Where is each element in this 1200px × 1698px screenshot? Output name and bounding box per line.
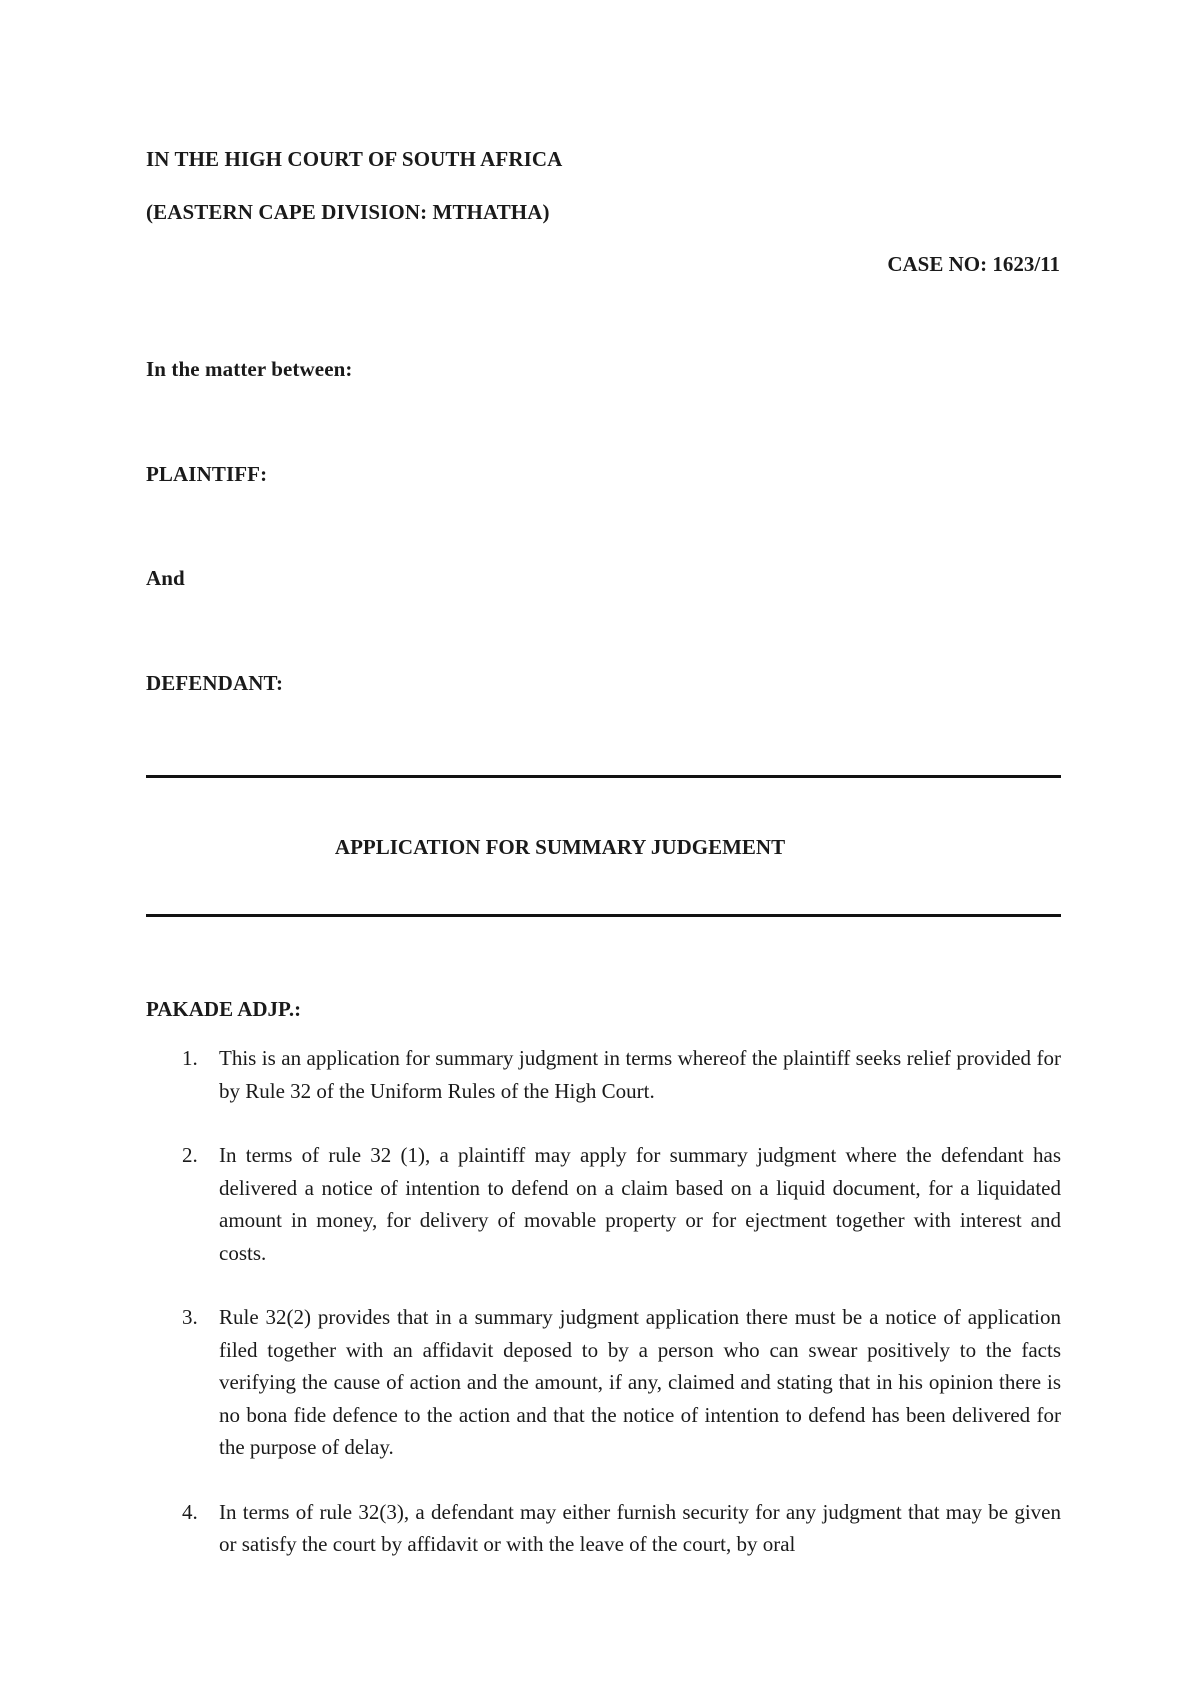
paragraph-number: 4. <box>182 1499 198 1524</box>
paragraph <box>146 1301 1061 1464</box>
matter-intro: In the matter between: <box>146 357 353 381</box>
top-divider <box>146 775 1061 778</box>
document-title: APPLICATION FOR SUMMARY JUDGEMENT <box>334 835 786 859</box>
and-label: And <box>146 566 185 590</box>
judge-name: PAKADE ADJP.: <box>146 997 302 1021</box>
plaintiff-label: PLAINTIFF: <box>146 462 268 486</box>
bottom-divider <box>146 914 1061 917</box>
case-number: CASE NO: 1623/11 <box>887 252 1060 276</box>
court-heading: IN THE HIGH COURT OF SOUTH AFRICA <box>146 147 563 171</box>
defendant-label: DEFENDANT: <box>146 671 284 695</box>
paragraph-list <box>146 1042 1061 1593</box>
paragraph-text: In terms of rule 32 (1), a plaintiff may apply for summary judgment where the defendant has delivered a notice of intention to defend on a claim based on a liquid document, for a liquidated amount in money, for delivery of movable property or for ejectment together with interest and costs. <box>219 1143 1061 1265</box>
paragraph-text: In terms of rule 32(3), a defendant may either furnish security for any judgment that may be given or satisfy the court by affidavit or with the leave of the court, by oral <box>219 1499 1061 1556</box>
paragraph-text: Rule 32(2) provides that in a summary judgment application there must be a notice of application filed together with an affidavit deposed to by a person who can swear positively to the facts verifying the cause of action and the amount, if any, claimed and stating that in his opinion there is no bona fide defence to the action and that the notice of intention to defend has been delivered for the purpose of delay. <box>219 1305 1061 1459</box>
paragraph <box>146 1496 1061 1561</box>
paragraph <box>146 1042 1061 1107</box>
paragraph <box>146 1139 1061 1269</box>
paragraph-text: This is an application for summary judgment in terms whereof the plaintiff seeks relief provided for by Rule 32 of the Uniform Rules of the High Court. <box>219 1046 1061 1103</box>
division-heading: (EASTERN CAPE DIVISION: MTHATHA) <box>146 200 550 224</box>
paragraph-number: 3. <box>182 1305 198 1329</box>
paragraph-number: 1. <box>182 1046 198 1070</box>
paragraph-number: 2. <box>182 1143 198 1167</box>
